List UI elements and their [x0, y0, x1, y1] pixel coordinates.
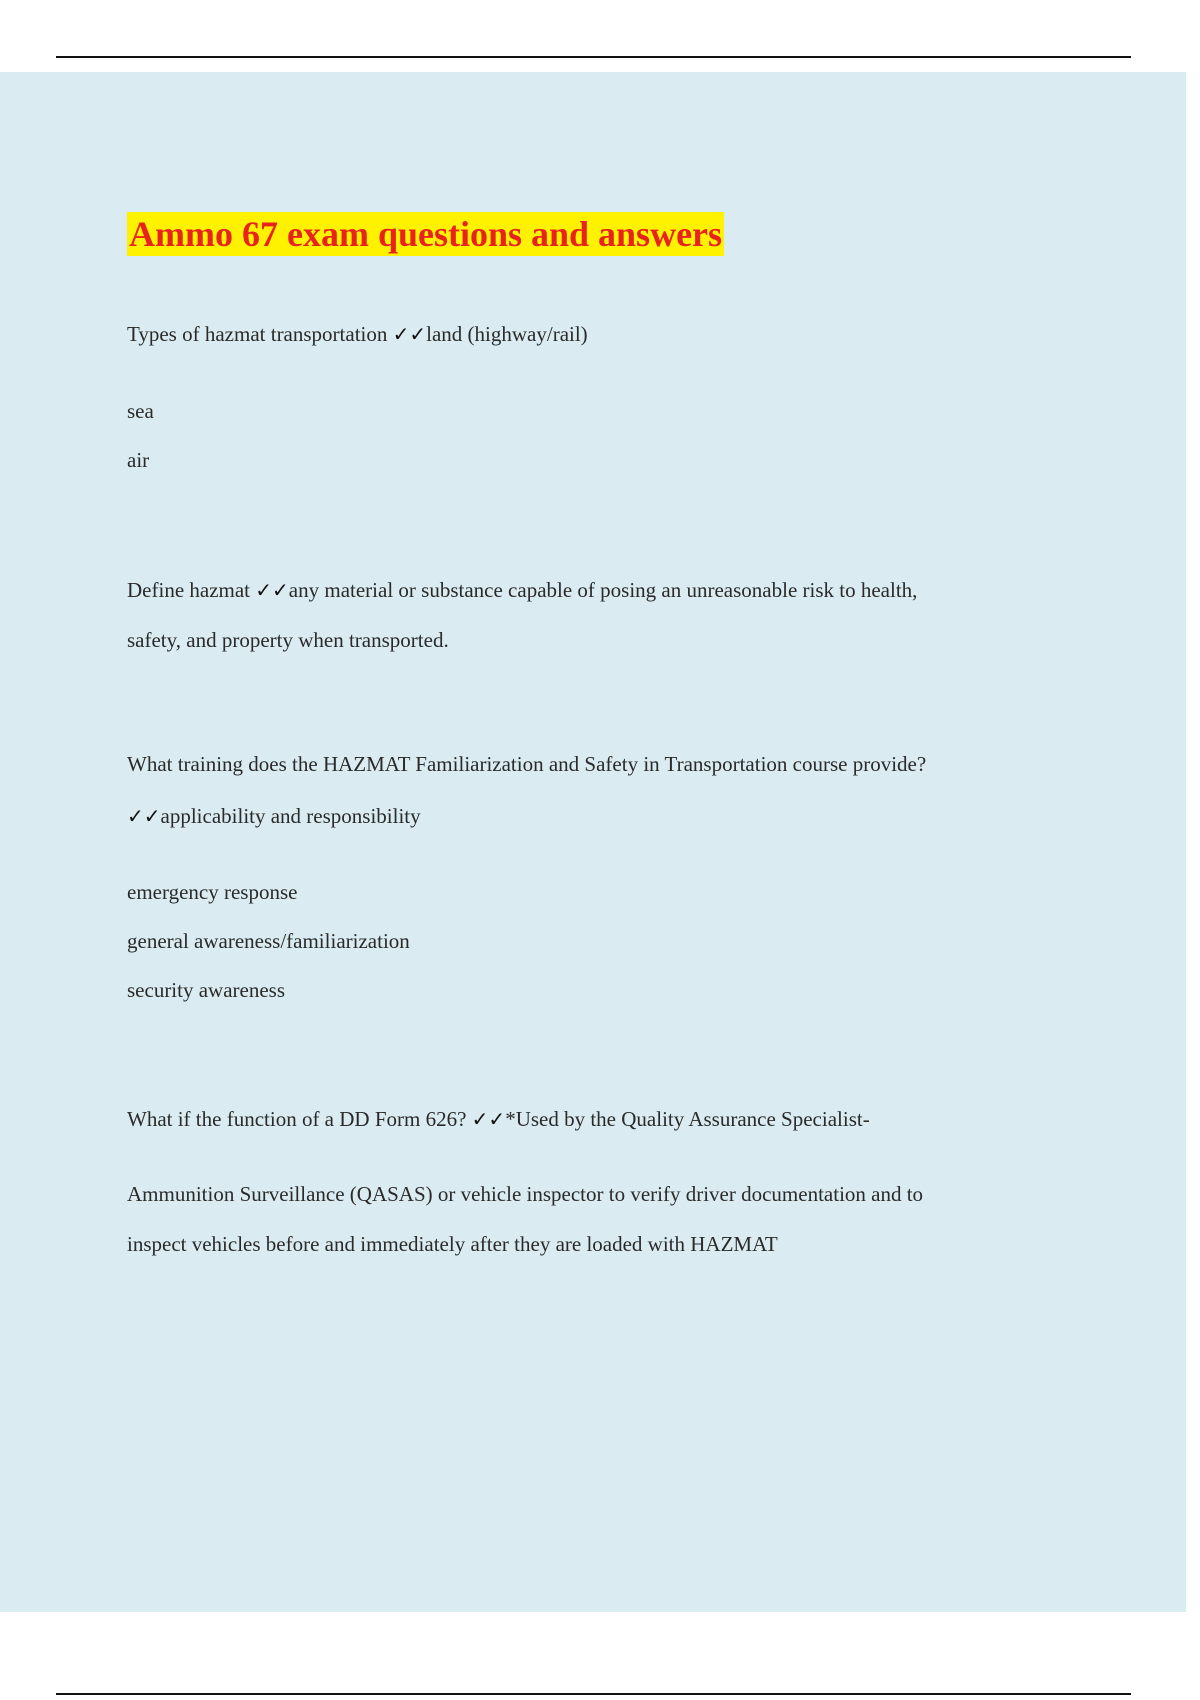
qa-4-question: What if the function of a DD Form 626?	[127, 1107, 472, 1131]
qa-3-answer-line-2: emergency response	[127, 880, 298, 904]
qa-1-question-line	[127, 320, 588, 348]
qa-3-question: What training does the HAZMAT Familiarization and Safety in Transportation course provide?	[127, 752, 927, 776]
qa-3-answer-line-1-row	[127, 802, 421, 830]
qa-2-question: Define hazmat	[127, 578, 256, 602]
page-content-panel	[0, 72, 1186, 1612]
qa-4-answer-line-2: Ammunition Surveillance (QASAS) or vehicle inspector to verify driver documentation and to	[127, 1182, 924, 1206]
qa-4-answer-line-3: inspect vehicles before and immediately after they are loaded with HAZMAT	[127, 1232, 778, 1256]
check-mark-icon: ✓✓	[392, 322, 427, 346]
qa-3-answer-line-3: general awareness/familiarization	[127, 929, 410, 953]
check-mark-icon: ✓✓	[471, 1107, 506, 1131]
qa-2-answer-line-1: any material or substance capable of posing an unreasonable risk to health,	[288, 578, 918, 602]
qa-2-answer-line-2: safety, and property when transported.	[127, 628, 449, 652]
qa-1-answer-line-3: air	[127, 448, 150, 472]
qa-2-question-line	[127, 576, 917, 604]
qa-4-answer-line-1: *Used by the Quality Assurance Specialist-	[505, 1107, 870, 1131]
qa-1-question: Types of hazmat transportation	[127, 322, 393, 346]
qa-4-question-line	[127, 1105, 870, 1133]
top-rule	[56, 56, 1131, 58]
qa-3-answer-line-1: applicability and responsibility	[160, 804, 421, 828]
qa-1-answer-line-2: sea	[127, 399, 154, 423]
check-mark-icon: ✓✓	[255, 578, 289, 602]
document-title: Ammo 67 exam questions and answers	[129, 214, 723, 254]
check-mark-icon: ✓✓	[127, 804, 161, 828]
qa-1-answer-line-1: land (highway/rail)	[426, 322, 588, 346]
qa-3-answer-line-4: security awareness	[127, 978, 286, 1002]
bottom-rule	[56, 1693, 1131, 1695]
